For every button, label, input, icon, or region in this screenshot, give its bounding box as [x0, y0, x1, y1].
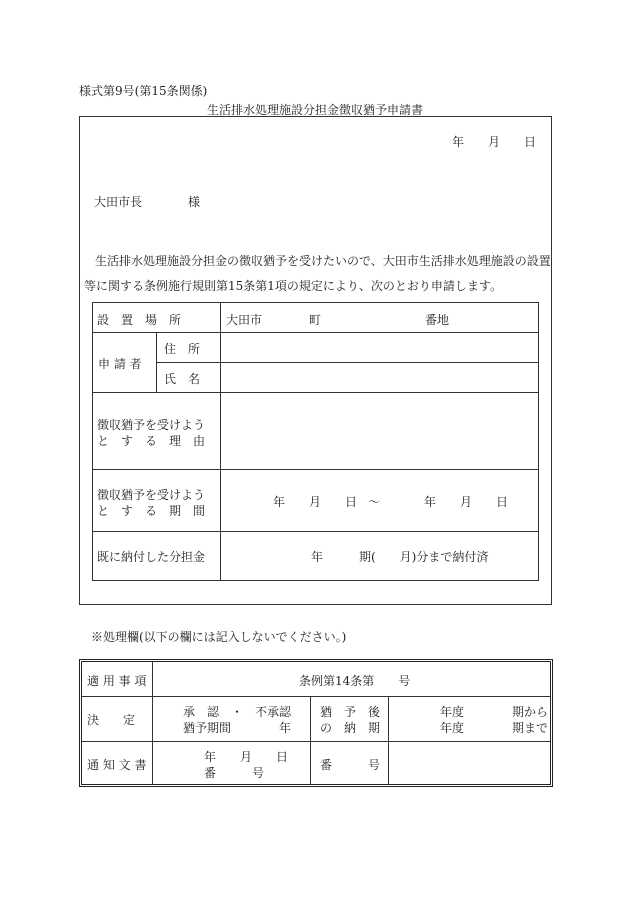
after-label-2: の 納 期 — [320, 721, 381, 735]
applicant-label: 申 請 者 — [98, 357, 142, 371]
date-line: 年 月 日 — [452, 135, 537, 149]
applicable-label: 適 用 事 項 — [87, 674, 147, 688]
processing-note: ※処理欄(以下の欄には記入しないでください。) — [91, 630, 347, 644]
address-label: 住 所 — [164, 342, 201, 356]
decision-label: 決 定 — [87, 713, 136, 727]
period-label-1: 徴収猶予を受けよう — [97, 488, 206, 502]
period-label-2: と す る 期 間 — [97, 504, 206, 518]
reason-label-1: 徴収猶予を受けよう — [97, 418, 206, 432]
location-city: 大田市 — [226, 313, 263, 327]
addressee: 大田市長 — [94, 195, 143, 209]
period-tilde: 〜 — [368, 495, 381, 509]
form-number: 様式第9号(第15条関係) — [79, 84, 208, 98]
fiscal-from: 年度 期から — [440, 705, 549, 719]
intro-line-1: 生活排水処理施設分担金の徴収猶予を受けたいので、大田市生活排水処理施設の設置 — [95, 254, 551, 268]
reason-label-2: と す る 理 由 — [97, 434, 206, 448]
name-label: 氏 名 — [164, 372, 201, 386]
intro-line-2: 等に関する条例施行規則第15条第1項の規定により、次のとおり申請します。 — [84, 279, 502, 293]
notice-label: 通 知 文 書 — [87, 758, 147, 772]
period-start: 年 月 日 — [273, 495, 358, 509]
period-end: 年 月 日 — [424, 495, 509, 509]
fiscal-until: 年度 期まで — [440, 721, 549, 735]
paid-value: 年 期( 月)分まで納付済 — [311, 550, 489, 564]
defer-period: 猶予期間 年 — [183, 721, 292, 735]
approve-reject: 承 認 ・ 不承認 — [183, 705, 292, 719]
location-town: 町 — [309, 313, 322, 327]
location-label: 設 置 場 所 — [97, 313, 182, 327]
number-label: 番 号 — [320, 758, 381, 772]
applicable-value: 条例第14条第 号 — [299, 674, 411, 688]
paid-label: 既に納付した分担金 — [97, 550, 206, 564]
after-label-1: 猶 予 後 — [320, 705, 381, 719]
notice-date: 年 月 日 — [204, 750, 289, 764]
form-title: 生活排水処理施設分担金徴収猶予申請書 — [206, 103, 423, 117]
notice-number: 番 号 — [204, 766, 265, 780]
honorific: 様 — [188, 195, 201, 209]
location-lot: 番地 — [425, 313, 450, 327]
